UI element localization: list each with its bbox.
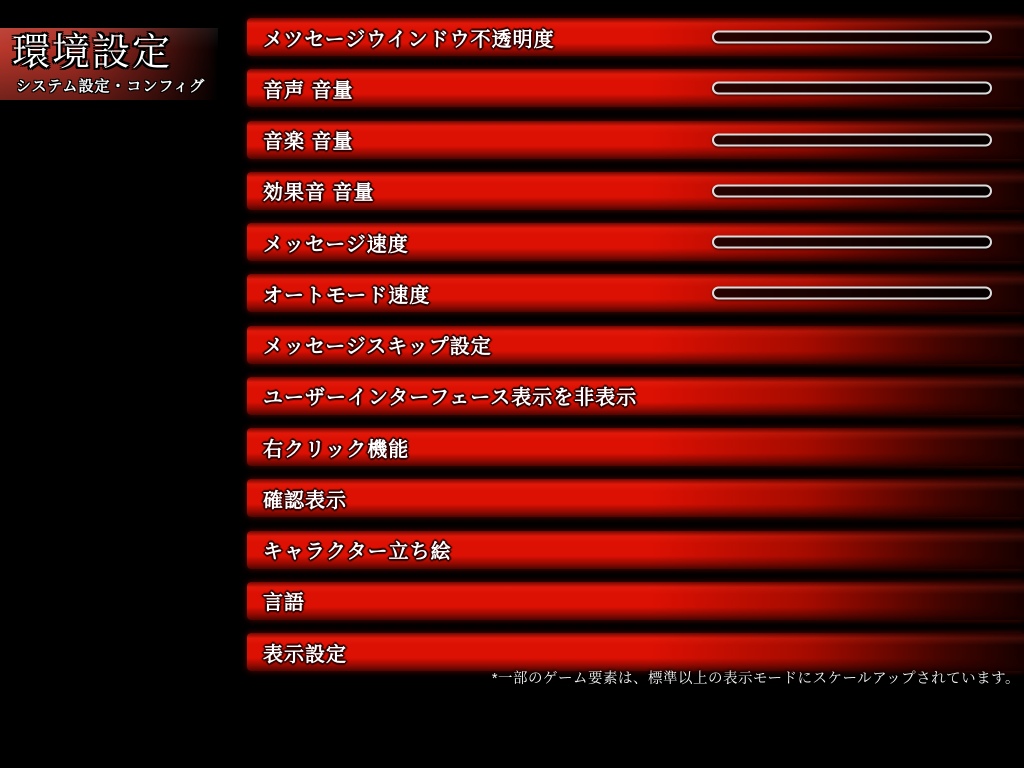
slider-track-music-volume[interactable]: [712, 133, 992, 146]
setting-label-voice-volume: 音声 音量: [263, 79, 354, 102]
setting-label-message-window-opacity: メツセージウインドウ不透明度: [263, 28, 555, 51]
slider-track-sfx-volume[interactable]: [712, 184, 992, 197]
setting-row-character-sprites[interactable]: [247, 531, 1024, 569]
setting-label-hide-ui: ユーザーインターフェース表示を非表示: [263, 387, 638, 410]
setting-row-hide-ui[interactable]: [247, 377, 1024, 415]
setting-label-auto-mode-speed: オートモード速度: [263, 284, 431, 307]
setting-row-message-window-opacity[interactable]: [247, 18, 1024, 56]
slider-track-message-speed[interactable]: [712, 236, 992, 249]
setting-label-display-settings: 表示設定: [263, 643, 347, 666]
setting-row-sfx-volume[interactable]: [247, 172, 1024, 210]
setting-label-message-skip-setting: メッセージスキップ設定: [263, 336, 492, 358]
setting-label-right-click-function: 右クリック機能: [263, 438, 410, 461]
setting-row-display-settings[interactable]: [247, 633, 1024, 671]
scaling-footnote: *一部のゲーム要素は、標準以上の表示モードにスケールアップされています。: [491, 671, 1020, 687]
setting-label-character-sprites: キャラクター立ち絵: [263, 541, 452, 563]
setting-row-message-speed[interactable]: [247, 223, 1024, 261]
setting-label-sfx-volume: 効果音 音量: [263, 182, 375, 205]
setting-row-right-click-function[interactable]: [247, 428, 1024, 466]
page-title: 環境設定: [12, 32, 173, 74]
slider-track-voice-volume[interactable]: [712, 82, 992, 95]
setting-row-music-volume[interactable]: [247, 121, 1024, 159]
setting-row-message-skip-setting[interactable]: [247, 326, 1024, 364]
setting-label-message-speed: メッセージ速度: [263, 233, 409, 256]
setting-label-confirmation-display: 確認表示: [263, 489, 347, 512]
setting-row-language[interactable]: [247, 582, 1024, 620]
slider-track-message-window-opacity[interactable]: [712, 31, 992, 44]
setting-label-language: 言語: [263, 592, 305, 615]
setting-row-confirmation-display[interactable]: [247, 479, 1024, 517]
setting-label-music-volume: 音楽 音量: [263, 131, 354, 153]
setting-row-voice-volume[interactable]: [247, 69, 1024, 107]
slider-track-auto-mode-speed[interactable]: [712, 287, 992, 300]
setting-row-auto-mode-speed[interactable]: [247, 274, 1024, 312]
page-title-block: [0, 28, 218, 100]
page-subtitle: システム設定・コンフィグ: [16, 78, 206, 95]
